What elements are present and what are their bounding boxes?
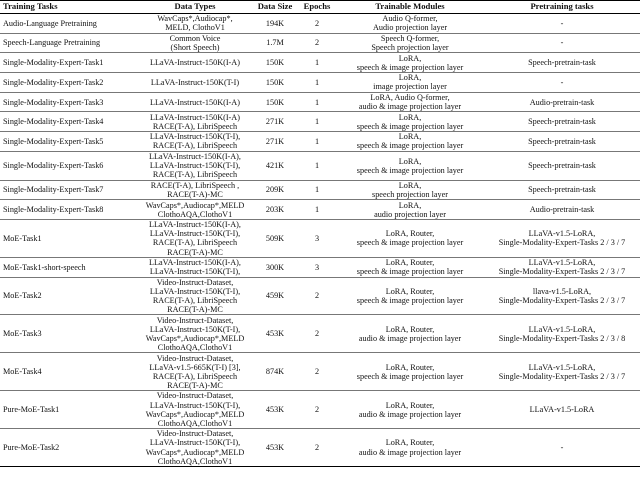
cell-trainable-modules-line: Audio Q-former,: [382, 14, 438, 24]
cell-training-task: MoE-Task4: [0, 353, 138, 391]
cell-data-size: 453K: [252, 391, 298, 429]
cell-training-task: Single-Modality-Expert-Task2: [0, 73, 138, 93]
cell-data-types: [138, 180, 252, 200]
cell-data-size: 194K: [252, 14, 298, 34]
cell-data-types: [138, 200, 252, 220]
cell-data-types-line: WavCaps*,Audiocap*,MELD: [145, 409, 245, 419]
cell-data-size: 203K: [252, 200, 298, 220]
table-row: [0, 53, 640, 73]
cell-trainable-modules: [336, 315, 484, 353]
cell-trainable-modules-line: Speech Q-former,: [380, 33, 440, 43]
cell-pretraining-tasks: [484, 200, 640, 220]
cell-training-task: Single-Modality-Expert-Task5: [0, 132, 138, 152]
cell-pretraining-tasks-line: Speech-pretrain-task: [528, 117, 596, 127]
cell-trainable-modules-line: LoRA,: [398, 53, 422, 63]
cell-data-types: [138, 92, 252, 112]
cell-data-types-line: RACE(T-A), LibriSpeech: [152, 170, 238, 180]
cell-data-size: 150K: [252, 73, 298, 93]
table-row: [0, 315, 640, 353]
cell-training-task: MoE-Task2: [0, 277, 138, 315]
table-row: [0, 257, 640, 277]
cell-trainable-modules-line: speech & image projection layer: [356, 165, 464, 175]
cell-pretraining-tasks: [484, 73, 640, 93]
cell-data-types-line: Video-Instruct-Dataset,: [156, 353, 234, 363]
cell-pretraining-tasks-line: Single-Modality-Expert-Tasks 2 / 3 / 7: [498, 267, 626, 277]
cell-pretraining-tasks-line: LLaVA-v1.5-LoRA,: [528, 229, 596, 239]
cell-pretraining-tasks: [484, 132, 640, 152]
cell-trainable-modules: [336, 353, 484, 391]
cell-pretraining-tasks-line: Single-Modality-Expert-Tasks 2 / 3 / 7: [498, 238, 626, 248]
cell-pretraining-tasks-line: LLaVA-v1.5-LoRA,: [528, 362, 596, 372]
cell-data-types-line: LLaVA-Instruct-150K(I-A),: [149, 152, 241, 162]
table-row: [0, 353, 640, 391]
cell-data-size: 209K: [252, 180, 298, 200]
cell-trainable-modules-line: LoRA,: [398, 132, 422, 142]
table-row: [0, 92, 640, 112]
cell-data-types-line: WavCaps*,Audiocap*,MELD: [145, 333, 245, 343]
table-row: [0, 14, 640, 34]
cell-data-types: [138, 315, 252, 353]
cell-trainable-modules-line: LoRA, Router,: [385, 229, 435, 239]
cell-training-task: MoE-Task3: [0, 315, 138, 353]
cell-pretraining-tasks-line: Single-Modality-Expert-Tasks 2 / 3 / 7: [498, 296, 626, 305]
cell-epochs: 2: [298, 277, 336, 315]
cell-data-types-line: LLaVA-Instruct-150K(T-I),: [149, 267, 241, 277]
cell-epochs: 2: [298, 315, 336, 353]
cell-data-types-line: LLaVA-v1.5-665K(T-I) [3],: [149, 362, 241, 372]
cell-data-types: [138, 132, 252, 152]
cell-data-size: 453K: [252, 315, 298, 353]
cell-data-size: 453K: [252, 429, 298, 467]
cell-pretraining-tasks: [484, 353, 640, 391]
cell-pretraining-tasks-line: LLaVA-v1.5-LoRA,: [528, 258, 596, 268]
cell-data-types-line: WavCaps*,Audiocap*,MELD: [145, 200, 245, 210]
cell-pretraining-tasks: [484, 429, 640, 467]
cell-data-types-line: Video-Instruct-Dataset,: [156, 315, 234, 325]
cell-pretraining-tasks-line: Audio-pretrain-task: [529, 205, 595, 215]
cell-data-size: 421K: [252, 151, 298, 180]
table-body: [0, 14, 640, 467]
cell-trainable-modules: [336, 257, 484, 277]
cell-epochs: 3: [298, 219, 336, 257]
cell-pretraining-tasks-line: Speech-pretrain-task: [528, 58, 596, 68]
cell-data-types: [138, 277, 252, 315]
header-trainable-modules: Trainable Modules: [336, 1, 484, 14]
cell-training-task: Audio-Language Pretraining: [0, 14, 138, 34]
cell-training-task: Single-Modality-Expert-Task7: [0, 180, 138, 200]
cell-pretraining-tasks-line: Single-Modality-Expert-Tasks 2 / 3 / 7: [498, 371, 626, 381]
cell-data-types-line: RACE(T-A)-MC: [167, 380, 223, 390]
cell-pretraining-tasks: [484, 219, 640, 257]
cell-trainable-modules-line: LoRA, Audio Q-former,: [370, 93, 450, 102]
cell-epochs: 2: [298, 429, 336, 467]
cell-data-size: 150K: [252, 92, 298, 112]
cell-data-size: 271K: [252, 132, 298, 152]
cell-data-types-line: RACE(T-A), LibriSpeech ,: [150, 180, 240, 190]
cell-pretraining-tasks: [484, 315, 640, 353]
cell-data-types-line: Video-Instruct-Dataset,: [156, 429, 234, 439]
cell-epochs: 1: [298, 53, 336, 73]
cell-data-types-line: LLaVA-Instruct-150K(T-I),: [149, 400, 241, 410]
cell-data-types-line: Video-Instruct-Dataset,: [156, 391, 234, 401]
cell-trainable-modules-line: Speech projection layer: [371, 43, 449, 53]
header-data-size: Data Size: [252, 1, 298, 14]
cell-trainable-modules-line: speech & image projection layer: [356, 238, 464, 248]
cell-data-size: 874K: [252, 353, 298, 391]
cell-data-types-line: LLaVA-Instruct-150K(T-I),: [149, 438, 241, 448]
cell-pretraining-tasks-line: Single-Modality-Expert-Tasks 2 / 3 / 8: [498, 333, 626, 343]
cell-data-types: [138, 391, 252, 429]
cell-trainable-modules-line: audio projection layer: [374, 209, 446, 219]
cell-training-task: MoE-Task1: [0, 219, 138, 257]
cell-pretraining-tasks-line: -: [560, 77, 564, 87]
cell-pretraining-tasks-line: -: [560, 443, 564, 453]
cell-data-types-line: LLaVA-Instruct-150K(I-A),: [149, 220, 241, 230]
cell-training-task: Single-Modality-Expert-Task8: [0, 200, 138, 220]
cell-data-types-line: ClothoAQA,ClothoV1: [157, 456, 233, 466]
cell-data-types-line: LLaVA-Instruct-150K(I-A): [150, 97, 240, 107]
cell-trainable-modules: [336, 112, 484, 132]
cell-data-types-line: (Short Speech): [170, 43, 220, 53]
cell-pretraining-tasks-line: -: [560, 18, 564, 28]
cell-trainable-modules-line: LoRA, Router,: [385, 286, 435, 296]
table-row: [0, 200, 640, 220]
cell-data-types-line: LLaVA-Instruct-150K(T-I),: [149, 229, 241, 239]
cell-data-types-line: ClothoAQA,ClothoV1: [157, 342, 233, 352]
cell-trainable-modules: [336, 277, 484, 315]
cell-data-types-line: LLaVA-Instruct-150K(T-I),: [149, 324, 241, 334]
cell-pretraining-tasks-line: LLaVA-v1.5-LoRA,: [528, 324, 596, 334]
cell-data-types-line: Video-Instruct-Dataset,: [156, 277, 234, 287]
cell-training-task: Pure-MoE-Task2: [0, 429, 138, 467]
table-row: [0, 277, 640, 315]
cell-pretraining-tasks-line: Speech-pretrain-task: [528, 161, 596, 171]
cell-training-task: MoE-Task1-short-speech: [0, 257, 138, 277]
cell-trainable-modules: [336, 200, 484, 220]
cell-data-types-line: LLaVA-Instruct-150K(I-A): [150, 112, 240, 122]
cell-data-types-line: RACE(T-A)-MC: [167, 247, 223, 257]
cell-pretraining-tasks: [484, 180, 640, 200]
cell-pretraining-tasks-line: LLaVA-v1.5-LoRA: [529, 405, 595, 415]
cell-trainable-modules-line: speech & image projection layer: [356, 141, 464, 151]
cell-data-types-line: Common Voice: [169, 33, 221, 43]
cell-trainable-modules-line: audio & image projection layer: [358, 447, 462, 457]
cell-epochs: 2: [298, 353, 336, 391]
cell-trainable-modules-line: audio & image projection layer: [358, 333, 462, 343]
table-row: [0, 132, 640, 152]
cell-data-types-line: LLaVA-Instruct-150K(T-I),: [149, 161, 241, 171]
cell-pretraining-tasks-line: Speech-pretrain-task: [528, 185, 596, 195]
table-row: [0, 219, 640, 257]
cell-epochs: 2: [298, 33, 336, 53]
cell-data-types-line: LLaVA-Instruct-150K(T-I): [150, 77, 240, 87]
cell-epochs: 2: [298, 391, 336, 429]
cell-trainable-modules-line: LoRA,: [398, 112, 422, 122]
cell-data-types-line: RACE(T-A), LibriSpeech: [152, 238, 238, 248]
cell-training-task: Single-Modality-Expert-Task3: [0, 92, 138, 112]
cell-trainable-modules: [336, 180, 484, 200]
cell-epochs: 2: [298, 14, 336, 34]
cell-pretraining-tasks: [484, 14, 640, 34]
cell-pretraining-tasks-line: Speech-pretrain-task: [528, 136, 596, 146]
cell-training-task: Single-Modality-Expert-Task1: [0, 53, 138, 73]
cell-trainable-modules-line: LoRA, Router,: [385, 258, 435, 268]
header-training-tasks: Training Tasks: [0, 1, 138, 14]
cell-pretraining-tasks: [484, 92, 640, 112]
cell-data-types-line: LLaVA-Instruct-150K(I-A),: [149, 258, 241, 268]
cell-trainable-modules: [336, 92, 484, 112]
cell-data-types-line: ClothoAQA,ClothoV1: [157, 418, 233, 428]
cell-data-types: [138, 53, 252, 73]
cell-trainable-modules: [336, 33, 484, 53]
cell-data-types-line: RACE(T-A), LibriSpeech: [152, 121, 238, 131]
cell-pretraining-tasks: [484, 391, 640, 429]
cell-data-size: 300K: [252, 257, 298, 277]
cell-trainable-modules-line: LoRA, Router,: [385, 324, 435, 334]
cell-data-types-line: MELD, ClothoV1: [165, 23, 225, 33]
cell-epochs: 1: [298, 112, 336, 132]
cell-trainable-modules: [336, 53, 484, 73]
cell-trainable-modules-line: speech projection layer: [372, 189, 448, 199]
cell-pretraining-tasks-line: llava-v1.5-LoRA,: [532, 286, 592, 296]
cell-trainable-modules-line: audio & image projection layer: [358, 102, 462, 112]
cell-data-types: [138, 219, 252, 257]
cell-data-types-line: ClothoAQA,ClothoV1: [157, 209, 233, 219]
header-data-types: Data Types: [138, 1, 252, 14]
table-row: [0, 151, 640, 180]
cell-epochs: 1: [298, 92, 336, 112]
cell-trainable-modules: [336, 391, 484, 429]
cell-pretraining-tasks: [484, 112, 640, 132]
cell-data-types: [138, 429, 252, 467]
cell-trainable-modules: [336, 429, 484, 467]
cell-data-size: 1.7M: [252, 33, 298, 53]
cell-data-types-line: RACE(T-A)-MC: [167, 189, 223, 199]
cell-pretraining-tasks: [484, 277, 640, 315]
cell-epochs: 1: [298, 151, 336, 180]
cell-data-types: [138, 353, 252, 391]
cell-training-task: Single-Modality-Expert-Task4: [0, 112, 138, 132]
cell-trainable-modules-line: speech & image projection layer: [356, 296, 464, 305]
cell-data-types: [138, 73, 252, 93]
cell-trainable-modules-line: image projection layer: [373, 82, 447, 92]
cell-pretraining-tasks-line: -: [560, 38, 564, 48]
cell-data-types-line: RACE(T-A), LibriSpeech: [152, 296, 238, 305]
cell-epochs: 3: [298, 257, 336, 277]
cell-pretraining-tasks: [484, 53, 640, 73]
cell-trainable-modules-line: LoRA, Router,: [385, 400, 435, 410]
cell-data-types-line: LLaVA-Instruct-150K(T-I),: [149, 132, 241, 142]
header-pretraining-tasks: Pretraining tasks: [484, 1, 640, 14]
cell-data-size: 150K: [252, 53, 298, 73]
cell-data-types: [138, 151, 252, 180]
cell-data-types-line: WavCaps*,Audiocap*,: [157, 14, 233, 24]
cell-trainable-modules-line: audio & image projection layer: [358, 409, 462, 419]
table-row: [0, 429, 640, 467]
cell-data-types: [138, 112, 252, 132]
cell-data-types: [138, 257, 252, 277]
cell-data-size: 509K: [252, 219, 298, 257]
cell-trainable-modules-line: LoRA,: [398, 73, 422, 83]
cell-data-size: 459K: [252, 277, 298, 315]
cell-data-types-line: RACE(T-A)-MC: [167, 305, 223, 315]
cell-pretraining-tasks-line: Audio-pretrain-task: [529, 97, 595, 107]
cell-training-task: Single-Modality-Expert-Task6: [0, 151, 138, 180]
cell-data-types: [138, 33, 252, 53]
cell-trainable-modules: [336, 73, 484, 93]
cell-trainable-modules-line: LoRA,: [398, 200, 422, 210]
cell-data-types-line: RACE(T-A), LibriSpeech: [152, 371, 238, 381]
cell-trainable-modules: [336, 14, 484, 34]
cell-trainable-modules-line: LoRA,: [398, 156, 422, 166]
table-row: [0, 112, 640, 132]
cell-trainable-modules: [336, 132, 484, 152]
cell-trainable-modules: [336, 151, 484, 180]
cell-data-types-line: RACE(T-A), LibriSpeech: [152, 141, 238, 151]
cell-trainable-modules-line: Audio projection layer: [372, 23, 448, 33]
cell-trainable-modules-line: speech & image projection layer: [356, 371, 464, 381]
cell-data-types-line: LLaVA-Instruct-150K(T-I),: [149, 286, 241, 296]
cell-epochs: 1: [298, 73, 336, 93]
cell-pretraining-tasks: [484, 33, 640, 53]
cell-trainable-modules: [336, 219, 484, 257]
cell-trainable-modules-line: LoRA,: [398, 180, 422, 190]
cell-pretraining-tasks: [484, 257, 640, 277]
cell-training-task: Speech-Language Pretraining: [0, 33, 138, 53]
table-row: [0, 391, 640, 429]
cell-data-types: [138, 14, 252, 34]
table-row: [0, 33, 640, 53]
cell-trainable-modules-line: LoRA, Router,: [385, 438, 435, 448]
cell-trainable-modules-line: LoRA, Router,: [385, 362, 435, 372]
table-row: [0, 73, 640, 93]
cell-trainable-modules-line: speech & image projection layer: [356, 267, 464, 277]
cell-epochs: 1: [298, 132, 336, 152]
table-row: [0, 180, 640, 200]
header-epochs: Epochs: [298, 1, 336, 14]
cell-data-size: 271K: [252, 112, 298, 132]
cell-trainable-modules-line: speech & image projection layer: [356, 121, 464, 131]
cell-epochs: 1: [298, 200, 336, 220]
cell-training-task: Pure-MoE-Task1: [0, 391, 138, 429]
cell-trainable-modules-line: speech & image projection layer: [356, 62, 464, 72]
header-row: [0, 1, 640, 14]
cell-epochs: 1: [298, 180, 336, 200]
cell-pretraining-tasks: [484, 151, 640, 180]
cell-data-types-line: WavCaps*,Audiocap*,MELD: [145, 447, 245, 457]
cell-data-types-line: LLaVA-Instruct-150K(I-A): [150, 58, 240, 68]
